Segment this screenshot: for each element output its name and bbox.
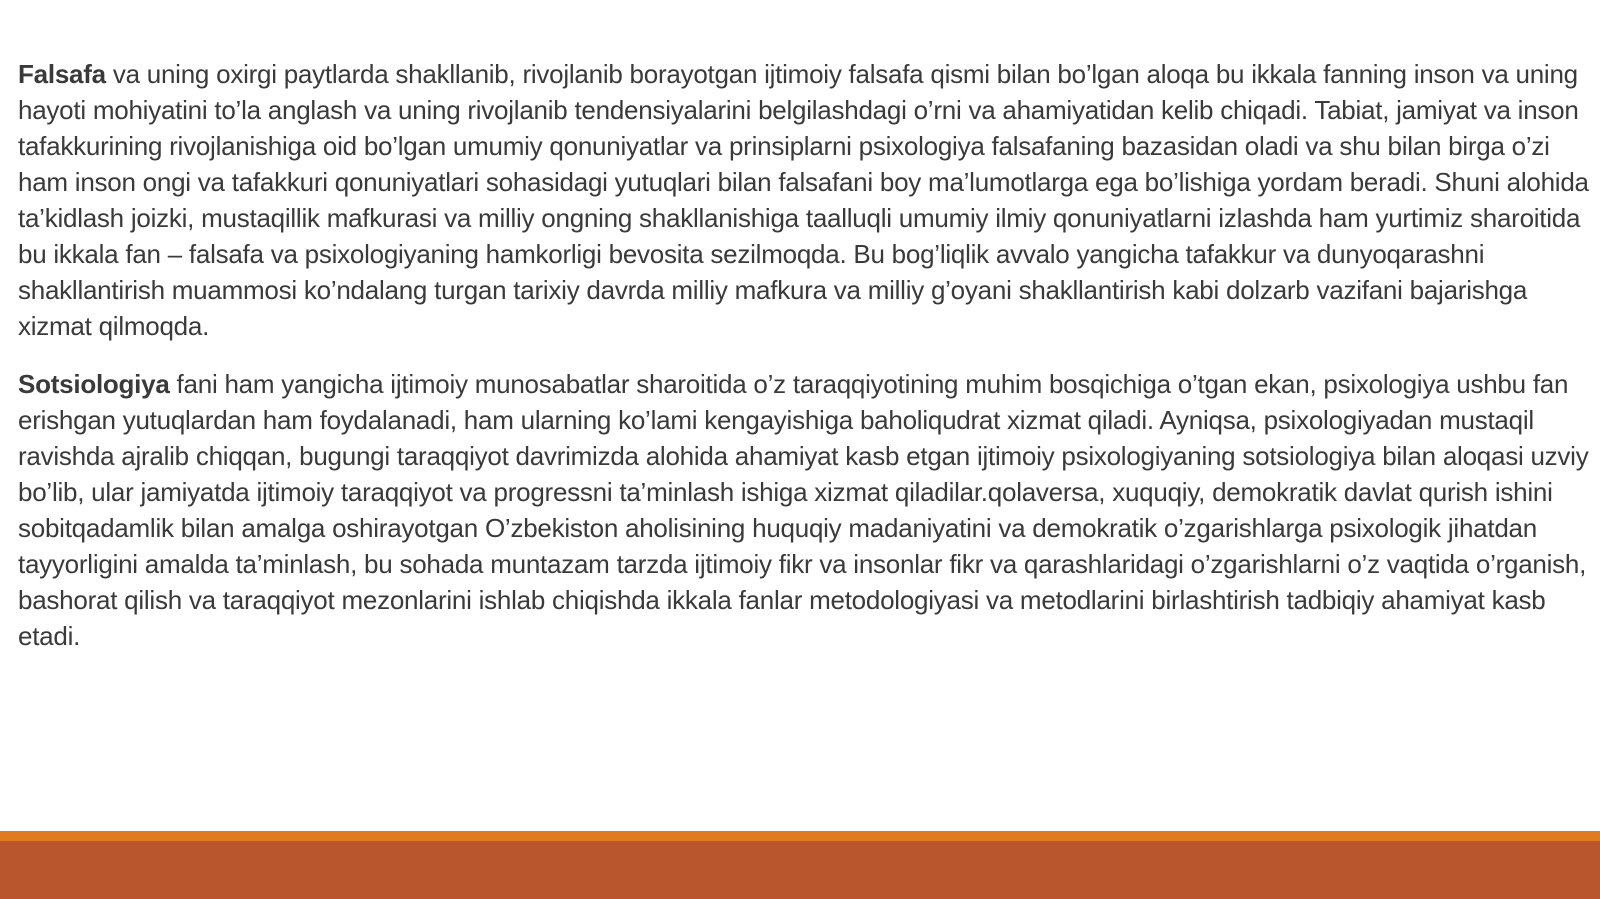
footer-accent-stripe bbox=[0, 831, 1600, 841]
term-sotsiologiya: Sotsiologiya bbox=[18, 369, 170, 399]
paragraph-falsafa bbox=[18, 56, 1590, 344]
slide-body bbox=[18, 56, 1590, 676]
paragraph-sotsiologiya-text: fani ham yangicha ijtimoiy munosabatlar sharoitida o’z taraqqiyotining muhim bosqichiga o’tgan ekan, psixologiya ushbu fan erishgan yutuqlardan ham foydalanadi, ham ularning ko’lami kengayishiga baholiqudrat xizmat qiladi. Ayniqsa, psixologiyadan mustaqil ravishda ajralib chiqqan, bugungi taraqqiyot davrimizda alohida ahamiyat kasb etgan ijtimoiy psixologiyaning sotsiologiya bilan aloqasi uzviy bo’lib, ular jamiyatda ijtimoiy taraqqiyot va progressni ta’minlash ishiga xizmat qiladilar.qolaversa, xuquqiy, demokratik davlat qurish ishini sobitqadamlik bilan amalga oshirayotgan O’zbekiston aholisining huquqiy madaniyatini va demokratik o’zgarishlarga psixologik jihatdan tayyorligini amalda ta’minlash, bu sohada muntazam tarzda ijtimoiy fikr va insonlar fikr va qarashlaridagi o’zgarishlarni o’z vaqtida o’rganish, bashorat qilish va taraqqiyot mezonlarini ishlab chiqishda ikkala fanlar metodologiyasi va metodlarini birlashtirish tadbiqiy ahamiyat kasb etadi. bbox=[18, 369, 1589, 651]
paragraph-falsafa-text: va uning oxirgi paytlarda shakllanib, rivojlanib borayotgan ijtimoiy falsafa qismi bilan bo’lgan aloqa bu ikkala fanning inson va uning hayoti mohiyatini to’la anglash va uning rivojlanib tendensiyalarini belgilashdagi o’rni va ahamiyatidan kelib chiqadi. Tabiat, jamiyat va inson tafakkurining rivojlanishiga oid bo’lgan umumiy qonuniyatlar va prinsiplarni psixologiya falsafaning bazasidan oladi va shu bilan birga o’zi ham inson ongi va tafakkuri qonuniyatlari sohasidagi yutuqlari bilan falsafani boy ma’lumotlarga ega bo’lishiga yordam beradi. Shuni alohida ta’kidlash joizki, mustaqillik mafkurasi va milliy ongning shakllanishiga taalluqli umumiy ilmiy qonuniyatlarni izlashda ham yurtimiz sharoitida bu ikkala fan – falsafa va psixologiyaning hamkorligi bevosita sezilmoqda. Bu bog’liqlik avvalo yangicha tafakkur va dunyoqarashni shakllantirish muammosi ko’ndalang turgan tarixiy davrda milliy mafkura va milliy g’oyani shakllantirish kabi dolzarb vazifani bajarishga xizmat qilmoqda. bbox=[18, 59, 1589, 341]
footer-band bbox=[0, 841, 1600, 899]
term-falsafa: Falsafa bbox=[18, 59, 106, 89]
paragraph-sotsiologiya bbox=[18, 366, 1590, 654]
